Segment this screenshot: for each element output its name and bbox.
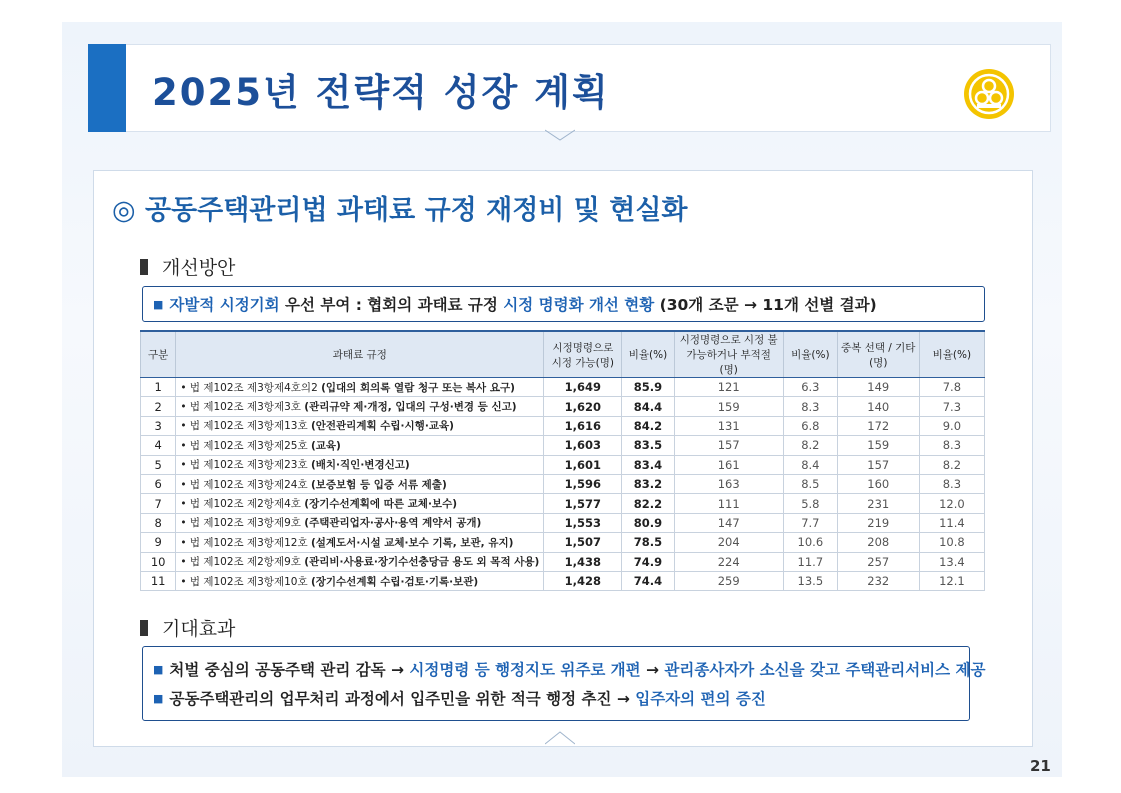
other-pct: 11.4 — [919, 513, 984, 532]
rule-article: • 법 제102조 제3항제3호 — [180, 401, 305, 414]
not-correctable-pct: 8.5 — [783, 474, 837, 493]
rule-description: (보증보험 등 입증 서류 제출) — [310, 478, 447, 491]
summary-text-2: (30개 조문 → 11개 선별 결과) — [654, 296, 877, 314]
rule-description: (안전관리계획 수립·시행·교육) — [310, 420, 454, 433]
divider-notch-top — [545, 128, 575, 142]
housing-association-logo — [963, 68, 1015, 120]
not-correctable-count: 224 — [674, 552, 783, 571]
rule-description: (배치·직인·변경신고) — [310, 459, 410, 472]
effect-text: 공동주택관리의 업무처리 과정에서 입주민을 위한 적극 행정 추진 → — [169, 690, 636, 708]
not-correctable-count: 163 — [674, 474, 783, 493]
not-correctable-pct: 5.8 — [783, 494, 837, 513]
not-correctable-count: 121 — [674, 378, 783, 397]
improvement-heading — [140, 253, 235, 280]
square-bullet-icon — [140, 259, 148, 275]
other-pct: 13.4 — [919, 552, 984, 571]
not-correctable-count: 259 — [674, 571, 783, 590]
rule-description: (교육) — [310, 439, 341, 452]
other-pct: 12.0 — [919, 494, 984, 513]
table-row — [141, 474, 985, 493]
page-title: 2025년 전략적 성장 계획 — [152, 71, 610, 114]
other-count: 149 — [837, 378, 919, 397]
divider-notch-bottom — [545, 730, 575, 746]
expected-effects-heading — [140, 614, 235, 641]
correctable-pct: 85.9 — [622, 378, 674, 397]
square-bullet-icon: ■ — [153, 298, 164, 311]
rule-article: • 법 제102조 제3항제25호 — [180, 439, 311, 452]
other-pct: 7.8 — [919, 378, 984, 397]
table-row — [141, 513, 985, 532]
correctable-pct: 74.9 — [622, 552, 674, 571]
other-pct: 8.3 — [919, 436, 984, 455]
row-number: 11 — [141, 571, 176, 590]
not-correctable-pct: 8.2 — [783, 436, 837, 455]
table-row — [141, 533, 985, 552]
table-row — [141, 494, 985, 513]
square-bullet-icon: ■ — [153, 692, 164, 705]
table-row — [141, 416, 985, 435]
improvement-summary-box — [142, 286, 985, 322]
summary-highlight-1: 자발적 시정기회 — [169, 296, 280, 314]
rule-cell — [176, 513, 544, 532]
row-number: 3 — [141, 416, 176, 435]
rule-article: • 법 제102조 제3항제10호 — [180, 575, 311, 588]
not-correctable-pct: 11.7 — [783, 552, 837, 571]
correctable-pct: 82.2 — [622, 494, 674, 513]
rule-article: • 법 제102조 제2항제4호 — [180, 498, 305, 511]
rule-cell — [176, 397, 544, 416]
not-correctable-pct: 10.6 — [783, 533, 837, 552]
title-accent-bar — [88, 44, 126, 132]
correctable-pct: 84.4 — [622, 397, 674, 416]
col-header-other-pct: 비율(%) — [919, 331, 984, 378]
row-number: 5 — [141, 455, 176, 474]
correctable-count: 1,438 — [544, 552, 622, 571]
col-header-correctable-pct: 비율(%) — [622, 331, 674, 378]
effect-highlight: 시정명령 등 행정지도 위주로 개편 — [409, 661, 641, 679]
row-number: 7 — [141, 494, 176, 513]
other-count: 208 — [837, 533, 919, 552]
correctable-count: 1,601 — [544, 455, 622, 474]
correctable-count: 1,603 — [544, 436, 622, 455]
rule-description: (장기수선계획에 따른 교체·보수) — [304, 498, 458, 511]
other-pct: 10.8 — [919, 533, 984, 552]
col-header-other: 중복 선택 / 기타 (명) — [837, 331, 919, 378]
square-bullet-icon: ■ — [153, 663, 164, 676]
rule-description: (주택관리업자·공사·용역 계약서 공개) — [304, 517, 482, 530]
rule-cell — [176, 436, 544, 455]
rule-cell — [176, 378, 544, 397]
correctable-count: 1,596 — [544, 474, 622, 493]
rule-cell — [176, 494, 544, 513]
other-count: 160 — [837, 474, 919, 493]
rule-cell — [176, 416, 544, 435]
summary-highlight-2: 시정 명령화 개선 현황 — [503, 296, 655, 314]
row-number: 8 — [141, 513, 176, 532]
expected-effects-box — [142, 646, 986, 721]
effect-item — [153, 655, 986, 684]
rule-description: (관리비·사용료·장기수선충당금 용도 외 목적 사용) — [304, 556, 540, 569]
other-pct: 7.3 — [919, 397, 984, 416]
other-pct: 12.1 — [919, 571, 984, 590]
other-count: 257 — [837, 552, 919, 571]
correctable-pct: 83.4 — [622, 455, 674, 474]
improvement-heading-text: 개선방안 — [162, 257, 236, 279]
other-count: 159 — [837, 436, 919, 455]
table-row — [141, 378, 985, 397]
other-count: 232 — [837, 571, 919, 590]
rule-cell — [176, 571, 544, 590]
row-number: 10 — [141, 552, 176, 571]
rule-article: • 법 제102조 제3항제24호 — [180, 478, 311, 491]
correctable-count: 1,577 — [544, 494, 622, 513]
not-correctable-count: 157 — [674, 436, 783, 455]
col-header-correctable: 시정명령으로 시정 가능(명) — [544, 331, 622, 378]
table-row — [141, 571, 985, 590]
correctable-pct: 83.5 — [622, 436, 674, 455]
effect-highlight: 입주자의 편의 증진 — [635, 690, 766, 708]
other-pct: 8.3 — [919, 474, 984, 493]
rule-description: (설계도서·시설 교체·보수 기록, 보관, 유지) — [310, 536, 514, 549]
rule-article: • 법 제102조 제3항제12호 — [180, 536, 311, 549]
rule-description: (입대의 회의록 열람 청구 또는 복사 요구) — [321, 381, 515, 394]
row-number: 2 — [141, 397, 176, 416]
col-header-not-correctable: 시정명령으로 시정 불가능하거나 부적절(명) — [674, 331, 783, 378]
effect-item — [153, 684, 959, 713]
correctable-count: 1,553 — [544, 513, 622, 532]
other-pct: 8.2 — [919, 455, 984, 474]
correctable-pct: 83.2 — [622, 474, 674, 493]
not-correctable-pct: 7.7 — [783, 513, 837, 532]
not-correctable-pct: 8.4 — [783, 455, 837, 474]
correctable-count: 1,616 — [544, 416, 622, 435]
rule-description: (관리규약 제·개정, 입대의 구성·변경 등 신고) — [304, 401, 517, 414]
other-count: 157 — [837, 455, 919, 474]
rule-cell — [176, 552, 544, 571]
col-header-no: 구분 — [141, 331, 176, 378]
rule-cell — [176, 455, 544, 474]
rule-cell — [176, 533, 544, 552]
not-correctable-pct: 8.3 — [783, 397, 837, 416]
not-correctable-count: 131 — [674, 416, 783, 435]
not-correctable-count: 111 — [674, 494, 783, 513]
rule-article: • 법 제102조 제3항제13호 — [180, 420, 311, 433]
correctable-count: 1,428 — [544, 571, 622, 590]
effect-highlight: 관리종사자가 소신을 갖고 주택관리서비스 제공 — [664, 661, 986, 679]
not-correctable-pct: 6.3 — [783, 378, 837, 397]
table-row — [141, 552, 985, 571]
other-pct: 9.0 — [919, 416, 984, 435]
square-bullet-icon — [140, 620, 148, 636]
expected-effects-heading-text: 기대효과 — [162, 618, 236, 640]
row-number: 4 — [141, 436, 176, 455]
col-header-rule: 과태료 규정 — [176, 331, 544, 378]
table-row — [141, 436, 985, 455]
not-correctable-count: 204 — [674, 533, 783, 552]
rule-article: • 법 제102조 제2항제9호 — [180, 556, 305, 569]
table-row — [141, 397, 985, 416]
other-count: 172 — [837, 416, 919, 435]
other-count: 219 — [837, 513, 919, 532]
correctable-pct: 80.9 — [622, 513, 674, 532]
other-count: 140 — [837, 397, 919, 416]
not-correctable-count: 147 — [674, 513, 783, 532]
row-number: 1 — [141, 378, 176, 397]
table-header-row — [141, 331, 985, 378]
section-title: ◎ 공동주택관리법 과태료 규정 재정비 및 현실화 — [112, 195, 688, 226]
rule-description: (장기수선계획 수립·검토·기록·보관) — [310, 575, 479, 588]
not-correctable-count: 161 — [674, 455, 783, 474]
summary-text-1: 우선 부여 : 협회의 과태료 규정 — [279, 296, 504, 314]
rule-article: • 법 제102조 제3항제23호 — [180, 459, 311, 472]
correctable-pct: 84.2 — [622, 416, 674, 435]
not-correctable-pct: 13.5 — [783, 571, 837, 590]
correctable-count: 1,649 — [544, 378, 622, 397]
rule-article: • 법 제102조 제3항제9호 — [180, 517, 305, 530]
effect-text: 처벌 중심의 공동주택 관리 감독 → — [169, 661, 410, 679]
not-correctable-pct: 6.8 — [783, 416, 837, 435]
table-row — [141, 455, 985, 474]
page-number: 21 — [1030, 757, 1051, 775]
other-count: 231 — [837, 494, 919, 513]
row-number: 6 — [141, 474, 176, 493]
correctable-pct: 78.5 — [622, 533, 674, 552]
correctable-count: 1,620 — [544, 397, 622, 416]
penalty-rules-table — [140, 330, 985, 591]
row-number: 9 — [141, 533, 176, 552]
not-correctable-count: 159 — [674, 397, 783, 416]
correctable-count: 1,507 — [544, 533, 622, 552]
col-header-not-correctable-pct: 비율(%) — [783, 331, 837, 378]
rule-article: • 법 제102조 제3항제4호의2 — [180, 381, 322, 394]
correctable-pct: 74.4 — [622, 571, 674, 590]
rule-cell — [176, 474, 544, 493]
effect-text: → — [640, 661, 665, 679]
